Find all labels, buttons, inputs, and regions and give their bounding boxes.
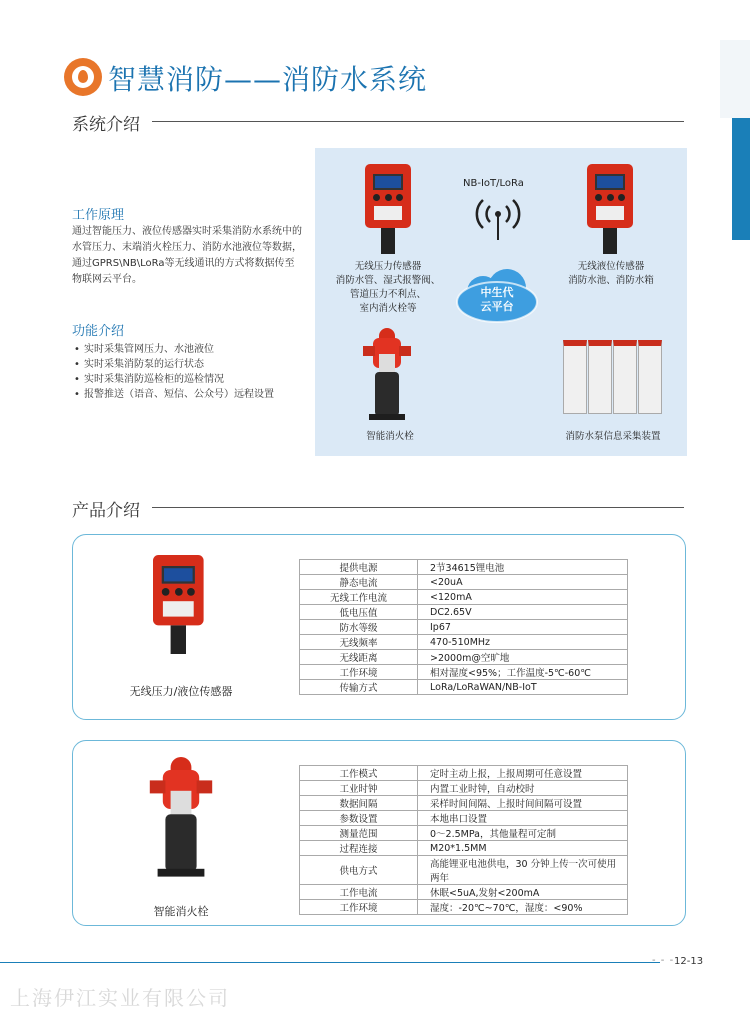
device-button xyxy=(385,194,392,201)
device-button xyxy=(187,588,195,596)
spec-value: <120mA xyxy=(418,590,628,605)
sensor-product-card xyxy=(72,534,686,720)
cloud-platform-icon xyxy=(453,266,541,326)
spec-key: 无线频率 xyxy=(300,635,418,650)
spec-key: 传输方式 xyxy=(300,680,418,695)
device-button xyxy=(373,194,380,201)
hydrant-image xyxy=(367,328,407,424)
list-item: • 实时采集管网压力、水池液位 xyxy=(72,342,302,357)
spec-key: 供电方式 xyxy=(300,856,418,885)
section-divider xyxy=(152,121,684,122)
table-row xyxy=(300,841,628,856)
nb-iot-label: NB-IoT/LoRa xyxy=(463,178,524,189)
spec-key: 测量范围 xyxy=(300,826,418,841)
spec-value: 定时主动上报，上报周期可任意设置 xyxy=(418,766,628,781)
table-row xyxy=(300,575,628,590)
system-diagram xyxy=(315,148,687,456)
spec-key: 过程连接 xyxy=(300,841,418,856)
spec-key: 低电压值 xyxy=(300,605,418,620)
intro-section-title: 系统介绍 xyxy=(72,115,140,135)
cloud-platform-label: 中生代 云平台 xyxy=(480,286,514,313)
level-sensor-label: 无线液位传感器 消防水池、消防水箱 xyxy=(568,261,654,286)
spec-key: 工作电流 xyxy=(300,885,418,900)
table-row xyxy=(300,766,628,781)
spec-value: 相对湿度<95%；工作温度-5℃-60℃ xyxy=(418,665,628,680)
hydrant-label: 智能消火栓 xyxy=(366,431,414,442)
spec-value: 休眠<5uA,发射<200mA xyxy=(418,885,628,900)
device-button xyxy=(595,194,602,201)
spec-key: 工作环境 xyxy=(300,900,418,915)
products-section-title: 产品介绍 xyxy=(72,501,140,521)
spec-value: 内置工业时钟，自动校时 xyxy=(418,781,628,796)
function-heading: 功能介绍 xyxy=(72,324,125,339)
company-watermark: 上海伊江实业有限公司 xyxy=(10,986,230,1010)
spec-value: 0～2.5MPa，其他量程可定制 xyxy=(418,826,628,841)
table-row xyxy=(300,665,628,680)
spec-value: 采样时间间隔、上报时间间隔可设置 xyxy=(418,796,628,811)
spec-value: 本地串口设置 xyxy=(418,811,628,826)
spec-key: 静态电流 xyxy=(300,575,418,590)
spec-value: M20*1.5MM xyxy=(418,841,628,856)
principle-text: 通过智能压力、液位传感器实时采集消防水系统中的水管压力、末端消火栓压力、消防水池液位等数据，通过GPRS\NB\LoRa等无线通讯的方式将数据传至物联网云平台。 xyxy=(72,226,302,285)
footer-line xyxy=(0,962,660,963)
table-row xyxy=(300,796,628,811)
spec-value: 湿度：-20℃~70℃，湿度：<90% xyxy=(418,900,628,915)
spec-key: 参数设置 xyxy=(300,811,418,826)
hydrant-caption: 智能消火栓 xyxy=(153,905,209,918)
spec-value: LoRa/LoRaWAN/NB-IoT xyxy=(418,680,628,695)
function-list xyxy=(72,342,302,402)
table-row xyxy=(300,885,628,900)
section-divider xyxy=(152,507,684,508)
table-row xyxy=(300,590,628,605)
wireless-signal-icon xyxy=(473,194,523,242)
table-row xyxy=(300,811,628,826)
spec-value: Ip67 xyxy=(418,620,628,635)
table-row xyxy=(300,635,628,650)
spec-key: 数据间隔 xyxy=(300,796,418,811)
table-row xyxy=(300,650,628,665)
spec-value: 高能锂亚电池供电，30 分钟上传一次可使用两年 xyxy=(418,856,628,885)
hydrant-product-card xyxy=(72,740,686,926)
spec-key: 工业时钟 xyxy=(300,781,418,796)
spec-value: 2节34615锂电池 xyxy=(418,560,628,575)
principle-heading: 工作原理 xyxy=(72,208,125,223)
device-button xyxy=(162,588,170,596)
device-button xyxy=(607,194,614,201)
spec-key: 工作模式 xyxy=(300,766,418,781)
table-row xyxy=(300,620,628,635)
table-row xyxy=(300,781,628,796)
table-row xyxy=(300,826,628,841)
spec-value: <20uA xyxy=(418,575,628,590)
spec-key: 工作环境 xyxy=(300,665,418,680)
sensor-caption: 无线压力/液位传感器 xyxy=(129,685,233,698)
list-item: • 实时采集消防泵的运行状态 xyxy=(72,357,302,372)
table-row xyxy=(300,680,628,695)
spec-value: DC2.65V xyxy=(418,605,628,620)
footer-dash: - - - xyxy=(652,955,675,966)
page-title: 智慧消防——消防水系统 xyxy=(108,63,428,96)
table-row xyxy=(300,560,628,575)
spec-value: >2000m@空旷地 xyxy=(418,650,628,665)
list-item: • 报警推送（语音、短信、公众号）远程设置 xyxy=(72,387,302,402)
side-tab xyxy=(732,118,750,240)
fire-logo-icon xyxy=(64,58,102,96)
list-item: • 实时采集消防巡检柜的巡检情况 xyxy=(72,372,302,387)
side-decoration xyxy=(720,40,750,118)
pump-cabinet-image xyxy=(563,340,663,414)
pump-label: 消防水泵信息采集装置 xyxy=(565,431,661,442)
device-button xyxy=(618,194,625,201)
page-number: 12-13 xyxy=(674,956,704,967)
hydrant-product-image xyxy=(155,757,207,882)
hydrant-spec-table xyxy=(299,765,628,915)
table-row xyxy=(300,856,628,885)
spec-key: 防水等级 xyxy=(300,620,418,635)
spec-value: 470-510MHz xyxy=(418,635,628,650)
device-button xyxy=(174,588,182,596)
table-row xyxy=(300,900,628,915)
spec-key: 无线距离 xyxy=(300,650,418,665)
spec-key: 无线工作电流 xyxy=(300,590,418,605)
device-button xyxy=(396,194,403,201)
sensor-spec-table xyxy=(299,559,628,695)
spec-key: 提供电源 xyxy=(300,560,418,575)
table-row xyxy=(300,605,628,620)
pressure-sensor-label: 无线压力传感器 消防水管、湿式报警阀、 管道压力不利点、 室内消火栓等 xyxy=(335,261,441,314)
